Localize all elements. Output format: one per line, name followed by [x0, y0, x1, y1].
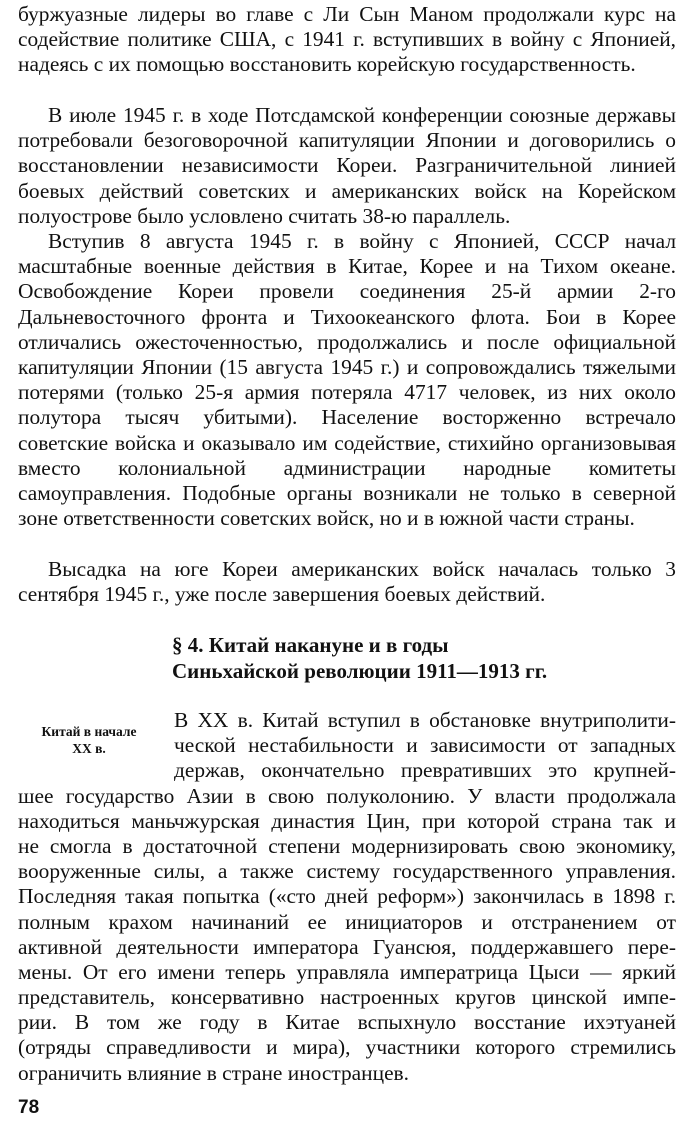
body-line: мены. От его имени теперь управляла императрица Цыси — яркий [18, 959, 676, 984]
body-line: держав, окончательно превративших это крупней- [174, 758, 676, 783]
section-heading-line-2: Синьхайской революции 1911—1913 гг. [172, 659, 548, 683]
page-number: 78 [18, 1097, 40, 1118]
body-line: представитель, консервативно настроенных кругов цинской импе- [18, 985, 676, 1010]
paragraph-ussr-war-with-japan: Вступив 8 августа 1945 г. в войну с Японией, СССР начал масштабные военные действия в Китае, Корее и на Тихом океане. Освобождение Кореи провели соединения 25-й армии 2-го Дальневосточного фронта и Тихоокеанского флота. Бои в Корее отличались ожесточенностью, продолжались и после официальной капитуляции Японии (15 августа 1945 г.) и сопровождались тяжелыми потерями (только 25-я армия потеряла 4717 человек, из них около полутора тысяч убитыми). Население восторженно встречало советские войска и оказывало им содействие, стихийно организовывая вместо колониальной администрации народные комитеты самоуправления. Подобные органы возникали не только в северной зоне ответственности советских войск, но и в южной части страны. [18, 229, 676, 531]
margin-note-line-1: Китай в начале [41, 724, 137, 739]
body-line: не смогла в достаточной степени модернизировать свою экономику, [18, 833, 676, 858]
body-line: вооруженные силы, а также систему государственного управления. [18, 859, 676, 884]
paragraph-potsdam-conference: В июле 1945 г. в ходе Потсдамской конференции союзные державы потребовали безоговорочной капитуляции Японии и договорились о восстановлении независимости Кореи. Разграничительной линией боевых действий советских и американских войск на Корейском полуострове было условлено считать 38-ю параллель. [18, 103, 676, 228]
section-heading [172, 632, 672, 684]
body-line: ограничить влияние в стране иностранцев. [18, 1060, 410, 1085]
paragraph-us-landing: Высадка на юге Кореи американских войск началась только 3 сентября 1945 г., уже после завершения боевых действий. [18, 557, 676, 607]
body-line: полным крахом начинаний ее инициаторов и отстранением от [18, 909, 676, 934]
body-line: рии. В том же году в Китае вспыхнуло восстание ихэтуаней [18, 1010, 676, 1035]
body-line: (отряды справедливости и мира), участники которого стремились [18, 1035, 676, 1060]
margin-note-line-2: XX в. [72, 741, 106, 756]
body-line: В XX в. Китай вступил в обстановке внутриполити- [174, 708, 676, 732]
body-line: ческой нестабильности и зависимости от западных [174, 733, 676, 758]
body-line: находиться маньчжурская династия Цин, при которой страна так и [18, 808, 676, 833]
paragraph-korea-nationalists: буржуазные лидеры во главе с Ли Сын Маном продолжали курс на содействие политике США, с 1941 г. вступивших в войну с Японией, надеясь с их помощью восстановить корейскую государственность. [18, 2, 676, 77]
body-line: активной деятельности императора Гуансюя, поддержавшего пере- [18, 934, 676, 959]
body-line: шее государство Азии в свою полуколонию. У власти продолжала [18, 783, 676, 808]
book-page [18, 0, 676, 1139]
section-heading-line-1: § 4. Китай накануне и в годы [172, 633, 449, 657]
section-body [18, 708, 676, 1086]
body-line: Последняя такая попытка («сто дней реформ») закончилась в 1898 г. [18, 884, 676, 909]
